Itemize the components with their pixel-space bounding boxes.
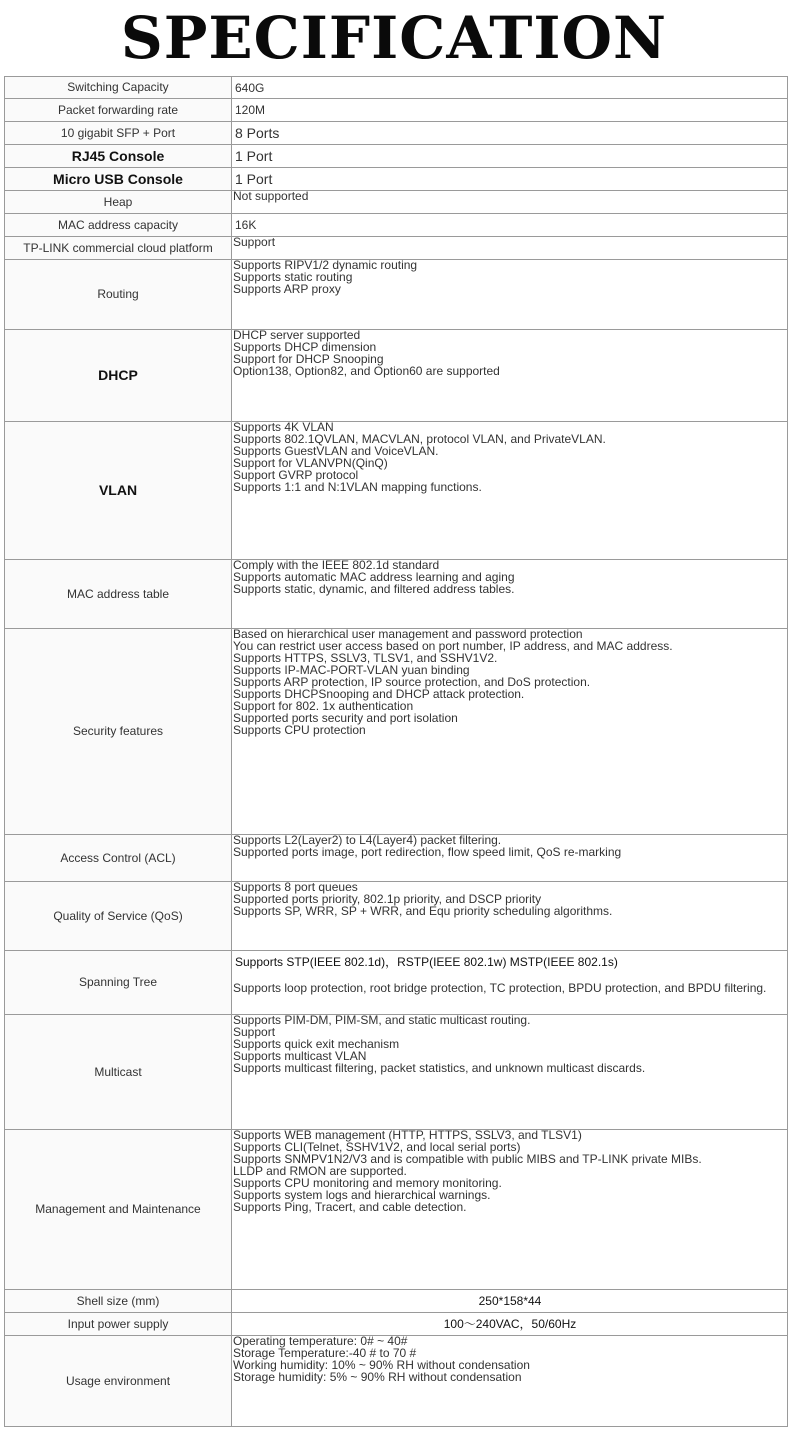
spec-value-item: Support — [233, 235, 276, 249]
spec-value-item: Supports multicast filtering, packet statistics, and unknown multicast discards. — [233, 1061, 646, 1075]
spec-value-item: 120M — [235, 103, 266, 117]
spec-label: Shell size (mm) — [4, 1290, 232, 1312]
spec-value-item: Not supported — [233, 189, 309, 203]
table-row — [4, 1129, 788, 1289]
spec-value-item: Comply with the IEEE 802.1d standard — [233, 558, 440, 572]
spec-value-item: 1 Port — [235, 148, 273, 164]
spec-value-item: LLDP and RMON are supported. — [233, 1164, 407, 1178]
table-row — [4, 950, 788, 1014]
spec-value-item: Based on hierarchical user management and password protection — [233, 627, 583, 641]
spec-value-item: Supports RIPV1/2 dynamic routing — [233, 258, 418, 272]
spec-value-item: Supports multicast VLAN — [233, 1049, 367, 1063]
table-row — [4, 1014, 788, 1129]
spec-value-item: Supports 802.1QVLAN, MACVLAN, protocol VLAN, and PrivateVLAN. — [233, 432, 606, 446]
spec-label: Usage environment — [4, 1336, 232, 1426]
table-row — [4, 190, 788, 213]
spec-value-item: Supports L2(Layer2) to L4(Layer4) packet filtering. — [233, 833, 502, 847]
spec-value-item: Supports 1:1 and N:1VLAN mapping functions. — [233, 480, 482, 494]
spec-value-item: 250*158*44 — [478, 1294, 542, 1308]
spec-value-item: Supports static, dynamic, and filtered address tables. — [233, 582, 515, 596]
spec-value-item: Supports HTTPS, SSLV3, TLSV1, and SSHV1V2. — [233, 651, 498, 665]
table-row — [4, 421, 788, 559]
spec-value-item: Supports CLI(Telnet, SSHV1V2, and local serial ports) — [233, 1140, 521, 1154]
spec-value-item: Supports loop protection, root bridge protection, TC protection, BPDU protection, and BPDU filtering. — [233, 981, 767, 995]
spec-label: MAC address capacity — [4, 214, 232, 236]
spec-value-item: Support for DHCP Snooping — [233, 352, 384, 366]
spec-value-item: Supports ARP proxy — [233, 282, 341, 296]
spec-label: Quality of Service (QoS) — [4, 882, 232, 950]
spec-value-item: Supported ports image, port redirection, flow speed limit, QoS re-marking — [233, 845, 622, 859]
table-row — [4, 76, 788, 98]
spec-value-item: Support for 802. 1x authentication — [233, 699, 414, 713]
page-title: SPECIFICATION — [120, 4, 668, 72]
spec-label: Routing — [4, 260, 232, 329]
spec-value-item: DHCP server supported — [233, 328, 361, 342]
spec-value — [232, 1336, 788, 1426]
spec-value — [232, 560, 788, 628]
table-row — [4, 98, 788, 121]
spec-value-item: Supports 4K VLAN — [233, 420, 334, 434]
spec-label: Access Control (ACL) — [4, 835, 232, 881]
spec-label: Multicast — [4, 1015, 232, 1129]
spec-label: DHCP — [4, 330, 232, 421]
spec-value-item: 8 Ports — [235, 125, 280, 141]
spec-label: TP-LINK commercial cloud platform — [4, 237, 232, 259]
spec-value-item: Supported ports priority, 802.1p priority, and DSCP priority — [233, 892, 542, 906]
spec-value — [232, 1290, 788, 1312]
spec-label: Switching Capacity — [4, 77, 232, 98]
spec-value-item: Storage humidity: 5% ~ 90% RH without condensation — [233, 1370, 522, 1384]
spec-value — [232, 214, 788, 236]
spec-value-item: Storage Temperature:-40 # to 70 # — [233, 1346, 417, 1360]
spec-value-item: Supports system logs and hierarchical warnings. — [233, 1188, 491, 1202]
spec-value-item: Supports CPU protection — [233, 723, 366, 737]
spec-value-item: 640G — [235, 80, 265, 95]
spec-value — [232, 145, 788, 167]
spec-value-item: Supports automatic MAC address learning and aging — [233, 570, 515, 584]
spec-value — [232, 951, 788, 1014]
spec-label: MAC address table — [4, 560, 232, 628]
spec-value-item: Supports Ping, Tracert, and cable detection. — [233, 1200, 467, 1214]
spec-value-item: Supports static routing — [233, 270, 353, 284]
spec-value-item: 1 Port — [235, 171, 273, 187]
spec-label: Management and Maintenance — [4, 1130, 232, 1289]
table-row — [4, 236, 788, 259]
spec-value — [232, 122, 788, 144]
spec-value-item: 100～240VAC，50/60Hz — [443, 1317, 577, 1331]
table-row — [4, 1335, 788, 1427]
spec-value-item: Supports CPU monitoring and memory monitoring. — [233, 1176, 502, 1190]
spec-value-item: Supports 8 port queues — [233, 880, 358, 894]
spec-value — [232, 99, 788, 121]
spec-value-item: Supports IP-MAC-PORT-VLAN yuan binding — [233, 663, 470, 677]
spec-value — [232, 1313, 788, 1335]
spec-value — [232, 237, 788, 259]
spec-value-item: Working humidity: 10% ~ 90% RH without condensation — [233, 1358, 530, 1372]
table-row — [4, 329, 788, 421]
spec-value-item: Supported ports security and port isolation — [233, 711, 458, 725]
spec-value — [232, 1130, 788, 1289]
table-row — [4, 144, 788, 167]
table-row — [4, 1312, 788, 1335]
spec-value-item: Support — [233, 1025, 276, 1039]
spec-value-item: You can restrict user access based on port number, IP address, and MAC address. — [233, 639, 673, 653]
spec-value — [232, 422, 788, 559]
spec-label: 10 gigabit SFP + Port — [4, 122, 232, 144]
table-row — [4, 834, 788, 881]
table-row — [4, 121, 788, 144]
spec-value-item: Support GVRP protocol — [233, 468, 359, 482]
spec-value — [232, 835, 788, 881]
spec-value — [232, 168, 788, 190]
spec-value-item: Option138, Option82, and Option60 are supported — [233, 364, 500, 378]
spec-label: Micro USB Console — [4, 168, 232, 190]
table-row — [4, 213, 788, 236]
spec-value-item: Supports STP(IEEE 802.1d)，RSTP(IEEE 802.1w) MSTP(IEEE 802.1s) — [235, 955, 618, 969]
table-row — [4, 167, 788, 190]
spec-value-item: Supports GuestVLAN and VoiceVLAN. — [233, 444, 439, 458]
spec-label: Packet forwarding rate — [4, 99, 232, 121]
spec-value — [232, 77, 788, 98]
spec-value-item: Supports SP, WRR, SP + WRR, and Equ priority scheduling algorithms. — [233, 904, 613, 918]
spec-value — [232, 260, 788, 329]
spec-value-item: Supports DHCP dimension — [233, 340, 377, 354]
table-row — [4, 1289, 788, 1312]
spec-label: Heap — [4, 191, 232, 213]
spec-value-item: Supports quick exit mechanism — [233, 1037, 400, 1051]
table-row — [4, 259, 788, 329]
spec-label: Security features — [4, 629, 232, 834]
spec-value — [232, 1015, 788, 1129]
spec-value-item: Supports SNMPV1N2/V3 and is compatible with public MIBS and TP-LINK private MIBs. — [233, 1152, 702, 1166]
spec-value-item: Supports WEB management (HTTP, HTTPS, SSLV3, and TLSV1) — [233, 1128, 582, 1142]
spec-value-item: Supports PIM-DM, PIM-SM, and static multicast routing. — [233, 1013, 531, 1027]
spec-value — [232, 330, 788, 421]
spec-value-item: Supports DHCPSnooping and DHCP attack protection. — [233, 687, 525, 701]
spec-value — [232, 882, 788, 950]
spec-value-item: 16K — [235, 218, 257, 232]
spec-value-item: Operating temperature: 0# ~ 40# — [233, 1334, 408, 1348]
spec-label: Spanning Tree — [4, 951, 232, 1014]
spec-value — [232, 629, 788, 834]
spec-value — [232, 191, 788, 213]
spec-value-item: Support for VLANVPN(QinQ) — [233, 456, 388, 470]
spec-label: VLAN — [4, 422, 232, 559]
spec-label: Input power supply — [4, 1313, 232, 1335]
table-row — [4, 628, 788, 834]
table-row — [4, 559, 788, 628]
spec-label: RJ45 Console — [4, 145, 232, 167]
spec-value-item: Supports ARP protection, IP source protection, and DoS protection. — [233, 675, 591, 689]
table-row — [4, 881, 788, 950]
